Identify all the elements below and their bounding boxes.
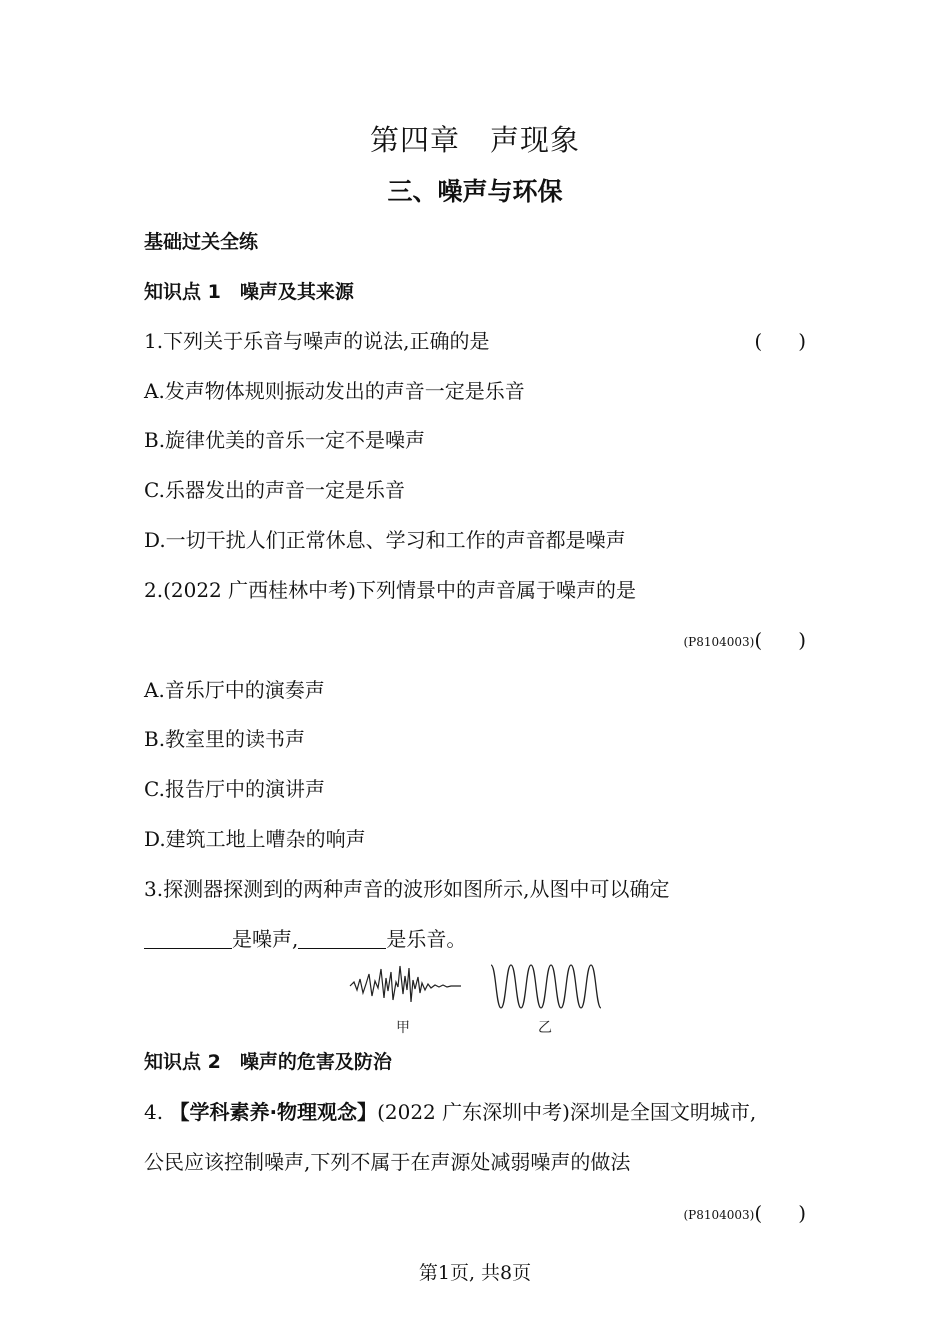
question-stem-text: 1.下列关于乐音与噪声的说法,正确的是 [144,329,490,353]
section-title: 三、噪声与环保 [387,177,563,206]
fill-text-2: 是乐音。 [386,927,467,951]
question-code: (P8104003) [683,1208,755,1222]
question-4-stem-line-2: 公民应该控制噪声,下列不属于在声源处减弱噪声的做法 [144,1150,631,1174]
answer-bracket: (P8104003)( ) [683,1201,806,1225]
question-2-option-a: A.音乐厅中的演奏声 [144,678,325,702]
figure-label-yi: 乙 [538,1020,552,1036]
answer-bracket: ( ) [754,329,806,353]
fill-blank-2[interactable] [298,928,386,949]
question-stem-text: (2022 广东深圳中考)深圳是全国文明城市, [377,1100,757,1124]
question-2-option-b: B.教室里的读书声 [144,727,306,751]
fill-blank-1[interactable] [144,928,232,949]
topic-heading-2: 知识点 2 噪声的危害及防治 [144,1051,392,1073]
question-1-option-b: B.旋律优美的音乐一定不是噪声 [144,428,426,452]
question-1-stem [144,327,806,355]
question-1-option-d: D.一切干扰人们正常休息、学习和工作的声音都是噪声 [144,528,626,552]
question-2-stem: 2.(2022 广西桂林中考)下列情景中的声音属于噪声的是 [144,578,636,602]
question-2-option-c: C.报告厅中的演讲声 [144,777,325,801]
question-3-fill-line [144,925,806,953]
waveform-figure [345,960,610,1040]
page-footer: 第1页, 共8页 [418,1262,532,1284]
fill-text-1: 是噪声, [232,927,299,951]
figure-label-jia: 甲 [396,1020,410,1036]
answer-bracket: (P8104003)( ) [683,628,806,652]
literacy-tag: 【学科素养·物理观念】 [169,1100,378,1124]
question-1-option-a: A.发声物体规则振动发出的声音一定是乐音 [144,379,525,403]
question-number: 4. [144,1100,164,1124]
level-heading: 基础过关全练 [144,231,259,253]
music-waveform [491,965,601,1008]
noise-waveform [350,966,461,1002]
question-3-stem: 3.探测器探测到的两种声音的波形如图所示,从图中可以确定 [144,877,670,901]
question-2-option-d: D.建筑工地上嘈杂的响声 [144,827,366,851]
topic-heading-1: 知识点 1 噪声及其来源 [144,281,354,303]
question-1-option-c: C.乐器发出的声音一定是乐音 [144,478,405,502]
question-4-stem [144,1098,806,1126]
question-code: (P8104003) [683,635,755,649]
chapter-title: 第四章 声现象 [369,123,580,157]
